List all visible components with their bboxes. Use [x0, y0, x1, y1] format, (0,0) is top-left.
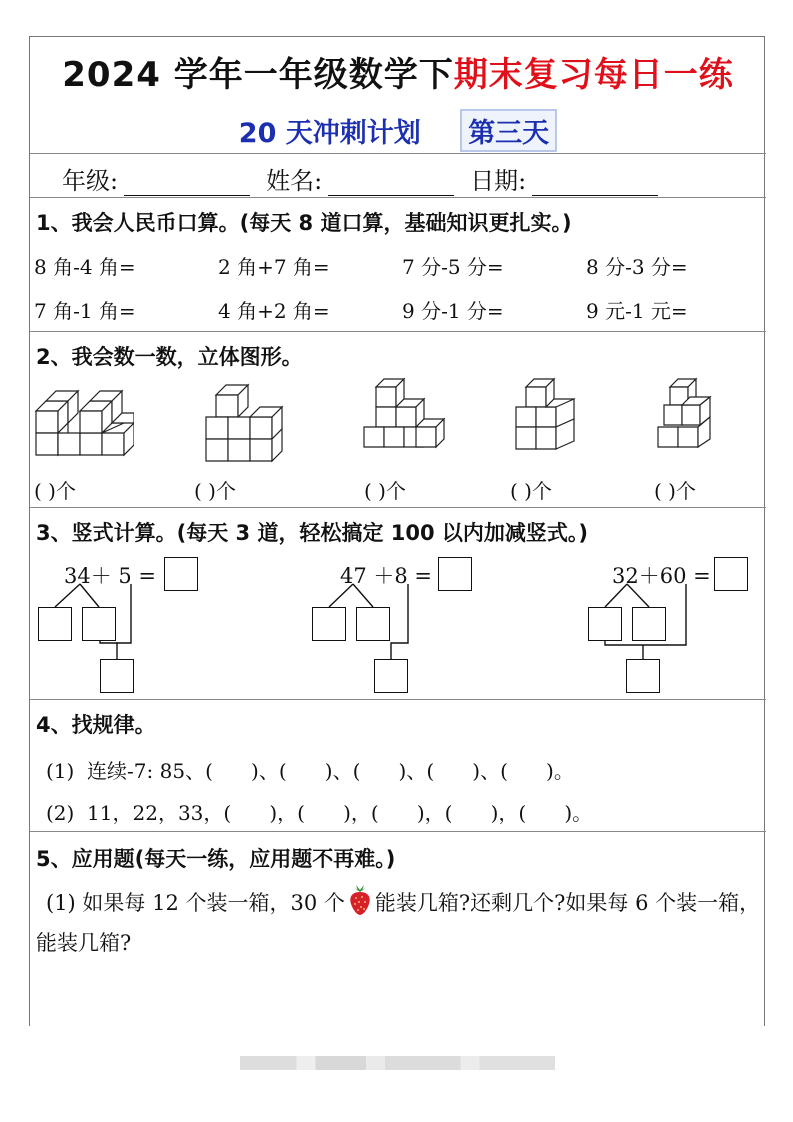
- cube-figure-4: [514, 377, 580, 463]
- date-blank[interactable]: [532, 170, 658, 196]
- pattern-question-1[interactable]: (1) 连续-7: 85、( )、( )、( )、( )、( )。: [46, 759, 574, 783]
- grade-label: 年级:: [62, 167, 119, 195]
- section1-title: 1、我会人民币口算。(每天 8 道口算，基础知识更扎实。): [36, 211, 572, 235]
- divider: [30, 831, 766, 832]
- oral-item: 8 分-3 分=: [586, 255, 688, 279]
- count-answer[interactable]: ( )个: [34, 479, 76, 503]
- section3-title: 3、竖式计算。(每天 3 道，轻松搞定 100 以内加减竖式。): [36, 521, 588, 545]
- sum-box[interactable]: [100, 659, 134, 693]
- divider: [30, 507, 766, 508]
- answer-box[interactable]: [438, 557, 472, 591]
- split-box[interactable]: [82, 607, 116, 641]
- count-answer[interactable]: ( )个: [364, 479, 406, 503]
- oral-item: 7 分-5 分=: [402, 255, 504, 279]
- word-problem-1: [36, 883, 764, 963]
- divider: [30, 699, 766, 700]
- vertical-calc-expression: 47 ＋8 =: [340, 564, 433, 588]
- split-box[interactable]: [588, 607, 622, 641]
- oral-item: 8 角-4 角=: [34, 255, 136, 279]
- worksheet-title: [30, 47, 766, 96]
- worksheet: [29, 36, 765, 1026]
- section4-title: 4、找规律。: [36, 713, 156, 737]
- cube-figure-3: [362, 377, 446, 463]
- split-box[interactable]: [356, 607, 390, 641]
- name-label: 姓名:: [266, 167, 323, 195]
- title-black-part: 2024 学年一年级数学下: [62, 55, 454, 95]
- oral-item: 4 角+2 角=: [218, 299, 330, 323]
- vertical-calc-expression: 34＋ 5 =: [64, 564, 157, 588]
- cube-figure-5: [656, 377, 720, 463]
- title-red-part: 期末复习每日一练: [453, 55, 734, 95]
- section2-title: 2、我会数一数，立体图形。: [36, 345, 303, 369]
- strawberry-icon: [347, 884, 373, 916]
- answer-box[interactable]: [164, 557, 198, 591]
- split-box[interactable]: [632, 607, 666, 641]
- day-badge: 第三天: [460, 109, 557, 152]
- pattern-question-2[interactable]: (2) 11，22，33，( )，( )，( )，( )，( )。: [46, 801, 593, 825]
- grade-blank[interactable]: [124, 170, 250, 196]
- split-box[interactable]: [312, 607, 346, 641]
- cube-figure-2: [204, 383, 286, 469]
- sum-box[interactable]: [374, 659, 408, 693]
- name-blank[interactable]: [328, 170, 454, 196]
- worksheet-subtitle: [30, 109, 766, 152]
- count-answer[interactable]: ( )个: [194, 479, 236, 503]
- oral-item: 9 分-1 分=: [402, 299, 504, 323]
- oral-item: 2 角+7 角=: [218, 255, 330, 279]
- student-info-row: [62, 161, 674, 196]
- split-box[interactable]: [38, 607, 72, 641]
- section5-title: 5、应用题(每天一练，应用题不再难。): [36, 847, 396, 871]
- word-problem-text-part2: 能装几箱?还剩几个?如果每 6 个装一箱，能装几箱?: [36, 891, 761, 955]
- divider: [30, 153, 766, 154]
- vertical-calc-expression: 32＋60 =: [612, 564, 711, 588]
- blurred-footer: [240, 1056, 555, 1070]
- answer-box[interactable]: [714, 557, 748, 591]
- sum-box[interactable]: [626, 659, 660, 693]
- count-answer[interactable]: ( )个: [654, 479, 696, 503]
- divider: [30, 197, 766, 198]
- count-answer[interactable]: ( )个: [510, 479, 552, 503]
- plan-label: 20 天冲刺计划: [238, 118, 421, 149]
- oral-item: 7 角-1 角=: [34, 299, 136, 323]
- word-problem-text-part1: (1) 如果每 12 个装一箱，30 个: [46, 891, 345, 915]
- divider: [30, 331, 766, 332]
- oral-item: 9 元-1 元=: [586, 299, 688, 323]
- date-label: 日期:: [470, 167, 527, 195]
- cube-figure-1: [34, 387, 134, 467]
